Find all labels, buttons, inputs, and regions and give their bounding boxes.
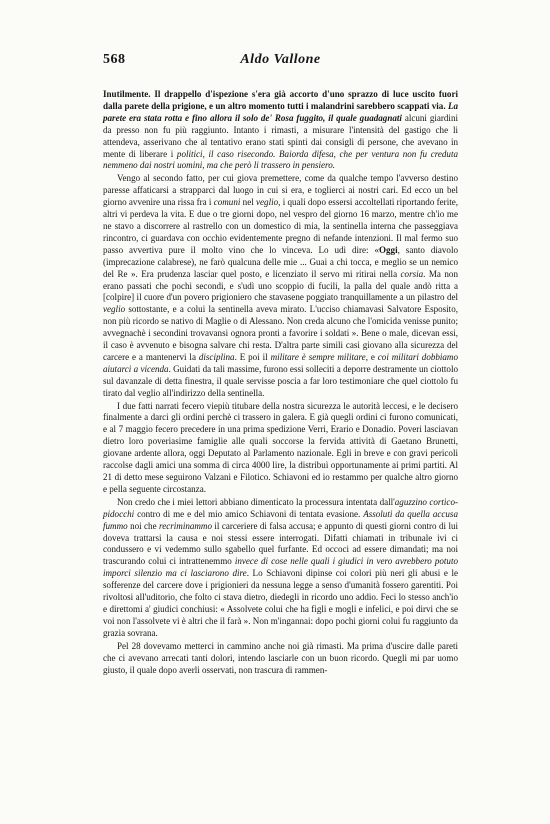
text-run: Oggi [379, 244, 398, 255]
text-run: disciplina [198, 351, 235, 362]
text-run: corsia [400, 268, 424, 279]
text-run: veglio [256, 197, 279, 208]
text-run: noi che [127, 520, 160, 531]
text-run: . E poi il [234, 351, 271, 362]
paragraph [103, 641, 458, 677]
text-run: politici [176, 148, 203, 159]
text-run: aguzzino cortico-pidocchi [103, 496, 458, 519]
text-run: . Ma non erano passati che pochi secondi, e s'udì uno scoppio di fucili, la palla del quale andò ritta a [colpire] il cuore d'un povero prigioniero che stavasene poggiato tranquillamente a un pilastro del [103, 268, 458, 303]
text-run: Non credo che i miei lettori abbiano dimenticato la processura intentata dall' [117, 496, 395, 507]
text-run: I due fatti narrati fecero viepiù titubare della nostra sicurezza le autorità leccesi, e le decisero finalmente a darci gli ordini perchè ci trassero in galera. E già quegli ordini ci furono comunicati, e al 7 maggio fecero precedere in una prima spedizione Verri, Erario e Donadio. Poveri lasciavan dietro loro poveriasime famiglie alle quali soccorse la fervida attività di Gaetano Brunetti, giovane ardente allora, oggi Deputato al Parlamento nazionale. Egli in breve e con gravi pericoli raccolse dagli amici una somma di circa 4000 lire, la distribuì opportunamente ai primi partiti. Al 21 di detto mese seguirono Valzani e Filotico. Schiavoni ed io restammo per qualche altro giorno e pella seguente circostanza. [103, 400, 458, 494]
text-run: , e [365, 351, 378, 362]
text-run: alcuni giardini da presso non fu più raggiunto. Intanto i rimasti, a misurare l'intensità del gastigo che li attendeva, asserivano che al tentativo erano stati spinti dai consigli di persone, che avevano in mente di liberare i [103, 112, 458, 159]
text-run: Inutilmente. Il drappello d'ispezione s'era già accorto d'uno sprazzo di luce uscito fuori dalla parete della prigione, e un altro momento tutti i malandrini sarebbero scappati via. [103, 89, 458, 111]
text-run: veglio [103, 304, 126, 315]
text-run: , i quali dopo essersi accoltellati riportando ferite, altri vi perdeva la vita. E due o tre giorni dopo, nel vespro del giorno 16 marzo, mentre ch'io me ne stavo a discorrere al rastrello con un domestico di mia, la sentinella interna che passeggiava rincontro, ci guardava con occhio evidentemente pregno di nefande intenzioni. Il mal fermo suo passo avvertiva pure il molto vino che lo vinceva. Lo udì dire: « [103, 197, 458, 255]
paragraph [103, 497, 458, 640]
paragraph [103, 173, 458, 399]
body-text [103, 89, 458, 676]
text-run: militare è sempre militare [270, 351, 366, 362]
running-head: Aldo Vallone [240, 52, 321, 67]
text-run: Pel 28 dovevamo metterci in cammino anche noi già rimasti. Ma prima d'uscire dalle pareti che ci avevano arrecati tanti dolori, intendo lasciarle con un buon ricordo. Quegli mi par uomo giusto, il quale dopo averli osservati, non trascura di rammen- [103, 640, 458, 675]
text-run: il carceriere di falsa accusa; e appunto di questi giorni contro di lui doveva trattarsi la causa e noi stessi essere interrogati. Difatti chiamati in tribunale ivi ci condussero e vi vedemmo sullo sgabello quel furfante. Ed occoci ad essere dimandati; ma noi trascurando colui ci intrattenemmo [103, 520, 458, 567]
text-run: Assoluti da quella accusa fummo [103, 508, 458, 531]
text-run: comuni [213, 197, 241, 208]
text-run: . Guidati da tali massime, furono essi solleciti a deporre destramente un ciottolo sul davanzale di detta finestra, il quale servisse poscia a far loro testimoniare che quel ciottolo fu tirato dal veglio all'indirizzo della sentinella. [103, 363, 458, 398]
text-run: Vengo al secondo fatto, per cui giova premettere, come da qualche tempo l'avverso destino paresse affaticarsi a strapparci dal luogo in cui si era, e toglierci ai nostri cari. Ed ecco un bel giorno avvenire una rissa fra i [103, 173, 458, 208]
paragraph [103, 401, 458, 496]
text-run: . Lo Schiavoni dipinse coi colori più neri gli abusi e le sofferenze del carcere dove i prigionieri da nessuna legge a senso d'umanità fossero garentiti. Poi rivoltosi all'uditorio, che folto ci stava dietro, diedegli in ricordo uno addio. Feci lo stesso anch'io e direttomi a' giudici conchiusi: « Assolvete colui che ha figli e mogli e infelici, e poi dirvi che se voi non l'assolvete vi è altri che il farà ». Non m'ingannai: dopo pochi giorni colui fu raggiunto da grazia sovrana. [103, 568, 458, 638]
text-run: invece di cose nelle quali i giudici in vero avrebbero potuto imporci silenzio ma ci lasciarono dire [103, 556, 458, 579]
page-header [103, 52, 458, 68]
paragraph [103, 89, 458, 172]
text-run: nel [240, 197, 257, 208]
text-run: , il caso risecondo. Baiorda difesa, che per ventura non fu creduta nemmeno dai nostri uomini, ma che però li trassero in pensiero. [103, 148, 458, 171]
text-run: contro di me e del mio amico Schiavoni di tentata evasione. [134, 508, 364, 519]
text-run: sottostante, e a colui la sentinella aveva mirato. L'ucciso chiamavasi Salvatore Esposito, non più ricordo se nativo di Maglie o di Alessano. Non creda alcuno che l'omicida venisse punito; avvegnachè i secondini trovavansi ognora pronti a favorire i soldati ». Bene o male, dicevan essi, il caso è avvenuto e bisogna salvare chi resta. D'altra parte simili casi giovano alla sicurezza del carcere e a mantenervi la [103, 304, 458, 362]
text-run: recriminammo [159, 520, 212, 531]
text-run: coi militari dobbiamo aiutarci a vicenda [103, 351, 458, 374]
page-number: 568 [103, 52, 126, 67]
text-run: , santo diavolo (imprecazione calabrese), ne farò qualcuna delle mie ... Guai a chi tocca, e meglio se un nemico del Re ». Era prudenza lasciar quel posto, e licenziato il servo mi ritirai nella [103, 244, 458, 279]
text-run: La parete era stata rotta e fino allora il solo de' Rosa fuggito, il quale guadagnati [103, 100, 458, 123]
